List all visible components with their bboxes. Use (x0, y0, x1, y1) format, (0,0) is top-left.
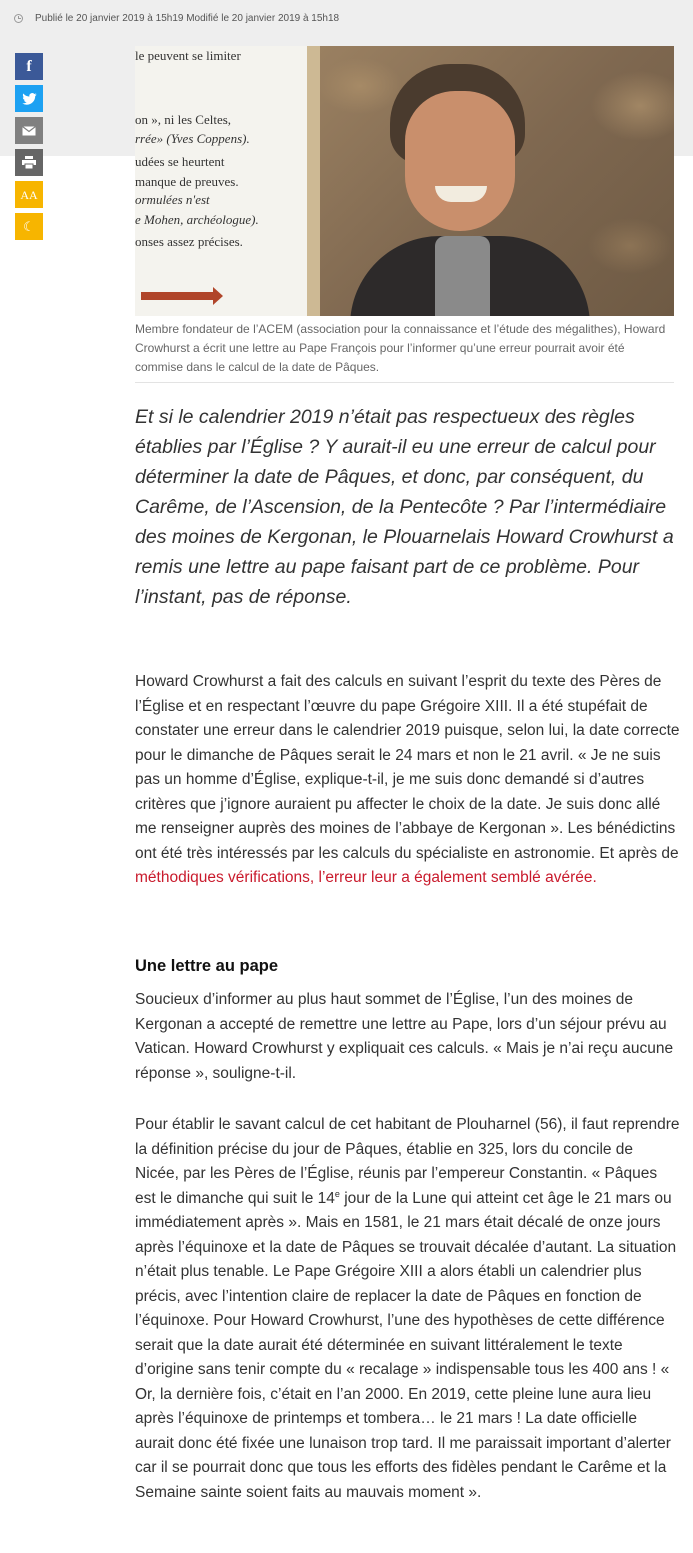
inline-link[interactable]: méthodiques vérifications, l’erreur leur a également semblé avérée. (135, 869, 597, 886)
share-bar (15, 53, 43, 240)
poster-line: le peuvent se limiter (135, 48, 241, 63)
poster-line: ormulées n'est (135, 192, 210, 207)
paragraph-3 (135, 1113, 680, 1505)
photo-caption: Membre fondateur de l’ACEM (association pour la connaissance et l’étude des mégalithes), Howard Crowhurst a écrit une lettre au Pape François pour l’informer qu’une erreur pourrait avoir été commise dans le calcul de la date de Pâques. (135, 322, 666, 374)
ordinal-superscript: e (334, 1188, 340, 1199)
poster-frame (307, 46, 320, 316)
publish-meta (14, 9, 339, 27)
article-lead: Et si le calendrier 2019 n’était pas respectueux des règles établies par l’Église ? Y aurait-il eu une erreur de calcul pour déterminer la date de Pâques, et donc, par conséquent, du Carême, de l’Ascension, de la Pentecôte ? Par l’intermédiaire des moines de Kergonan, le Plouarnelais Howard Crowhurst a remis une lettre au pape faisant part de ce problème. Pour l’instant, pas de réponse. (135, 406, 674, 608)
paragraph-3-part-b: jour de la Lune qui atteint cet âge le 21 mars ou immédiatement après ». Mais en 1581, le 21 mars était décalé de onze jours après l’équinoxe et la date de Pâques se trouvait décalée d’autant. La situation n’était plus tenable. Le Pape Grégoire XIII a alors établi un calendrier plus précis, avec l’intention claire de replacer la date de Pâques en fonction de l’équinoxe. Pour Howard Crowhurst, l’une des hypothèses de cette différence serait que la date aurait été déterminée en suivant littéralement le texte d’origine sans tenir compte du « recalage » indispensable tous les 400 ans ! « Or, la dernière fois, c’était en l’an 2000. En 2019, cette pleine lune aura lieu après l’équinoxe de printemps et tombera… le 21 mars ! La date officielle aurait donc été fixée une lunaison trop tard. Il me paraissait important d’alerter car il se pourrait donc que tous les efforts des fidèles pendant le Carême et la Semaine sainte soient faits au mauvais moment ». (135, 1189, 677, 1501)
person-smile (435, 186, 487, 202)
person-shirt (435, 236, 490, 316)
paragraph-1-text: Howard Crowhurst a fait des calculs en suivant l’esprit du texte des Pères de l’Église et en respectant l’œuvre du pape Grégoire XIII. Il a été stupéfait de constater une erreur dans le calendrier 2019 puisque, selon lui, la date correcte pour le dimanche de Pâques serait le 24 mars et non le 21 avril. « Je ne suis pas un homme d’Église, explique-t-il, je me suis donc demandé si d’autres critères que j’ignore auraient pu affecter le choix de la date. Je suis donc allé me renseigner auprès des moines de l’abbaye de Kergonan ». Les bénédictins ont été très intéressés par les calculs du spécialiste en astronomie. Et après de (135, 673, 680, 862)
caption-divider (135, 382, 674, 383)
night-mode-icon[interactable]: ☾ (15, 213, 43, 240)
exhibition-poster (135, 46, 320, 316)
poster-line: on », ni les Celtes, (135, 112, 232, 127)
print-icon[interactable] (15, 149, 43, 176)
paragraph-2: Soucieux d’informer au plus haut sommet de l’Église, l’un des moines de Kergonan a accepté de remettre une lettre au Pape, lors d’un séjour prévu au Vatican. Howard Crowhurst y expliquait ces calculs. « Mais je n’ai reçu aucune réponse », souligne-t-il. (135, 991, 674, 1082)
article-photo (135, 46, 674, 316)
paragraph-1 (135, 670, 680, 891)
poster-line: onses assez précises. (135, 234, 243, 249)
poster-line: rrée» (Yves Coppens). (135, 131, 250, 146)
section-heading: Une lettre au pape (135, 957, 279, 975)
poster-line: manque de preuves. (135, 174, 239, 189)
poster-line: udées se heurtent (135, 154, 225, 169)
font-size-icon[interactable]: AA (15, 181, 43, 208)
email-icon[interactable] (15, 117, 43, 144)
facebook-icon[interactable]: f (15, 53, 43, 80)
printer-glyph (22, 156, 36, 169)
poster-arrow (141, 292, 213, 300)
poster-line: e Mohen, archéologue). (135, 212, 259, 227)
twitter-icon[interactable] (15, 85, 43, 112)
person-face (405, 91, 515, 231)
paragraph-3-part-a: Pour établir le savant calcul de cet habitant de Plouharnel (56), il faut reprendre la définition précise du jour de Pâques, établie en 325, lors du concile de Nicée, par les Pères de l’Église, réunis par l’empereur Constantin. « Pâques est le dimanche qui suit le 14 (135, 1116, 680, 1207)
clock-icon (14, 14, 23, 23)
twitter-bird-glyph (22, 93, 37, 105)
publish-info: Publié le 20 janvier 2019 à 15h19 Modifié le 20 janvier 2019 à 15h18 (35, 12, 340, 24)
envelope-glyph (22, 126, 36, 136)
